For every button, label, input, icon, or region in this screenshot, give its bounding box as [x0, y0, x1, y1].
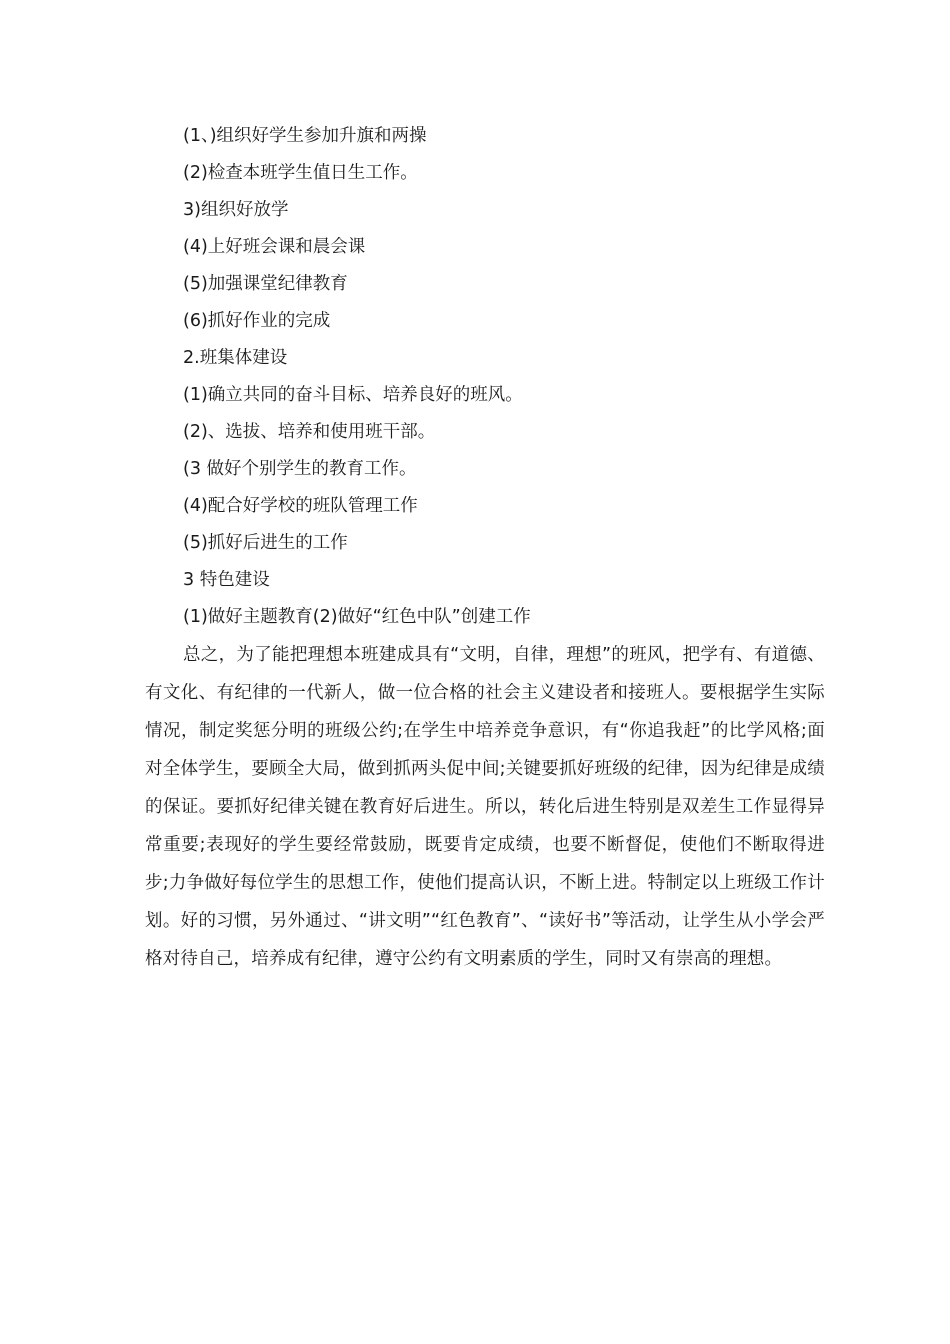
list-item: (4)配合好学校的班队管理工作	[183, 496, 418, 516]
list-item: (5)加强课堂纪律教育	[183, 274, 348, 294]
list-item: (2)、选拔、培养和使用班干部。	[183, 422, 436, 442]
list-item: (1、)组织好学生参加升旗和两操	[183, 126, 427, 146]
summary-paragraph: 总之，为了能把理想本班建成具有“文明，自律，理想”的班风，把学有、有道德、有文化、有纪律的一代新人，做一位合格的社会主义建设者和接班人。要根据学生实际情况，制定奖惩分明的班级公约;在学生中培养竞争意识，有“你追我赶”的比学风格;面对全体学生，要顾全大局，做到抓两头促中间;关键要抓好班级的纪律，因为纪律是成绩的保证。要抓好纪律关键在教育好后进生。所以，转化后进生特别是双差生工作显得异常重要;表现好的学生要经常鼓励，既要肯定成绩，也要不断督促，使他们不断取得进步;力争做好每位学生的思想工作，使他们提高认识，不断上进。特制定以上班级工作计划。好的习惯，另外通过、“讲文明”“红色教育”、“读好书”等活动，让学生从小学会严格对待自己，培养成有纪律，遵守公约有文明素质的学生，同时又有崇高的理想。	[145, 645, 825, 969]
list-item: (4)上好班会课和晨会课	[183, 237, 366, 257]
list-item: (1)确立共同的奋斗目标、培养良好的班风。	[183, 385, 523, 405]
document-body	[145, 118, 825, 978]
list-item: (3 做好个别学生的教育工作。	[183, 459, 417, 479]
section-heading: 2.班集体建设	[183, 348, 288, 368]
list-item: (5)抓好后进生的工作	[183, 533, 348, 553]
list-item: (6)抓好作业的完成	[183, 311, 331, 331]
list-item: (1)做好主题教育(2)做好“红色中队”创建工作	[183, 607, 531, 627]
section-heading: 3 特色建设	[183, 570, 270, 590]
list-item: (2)检查本班学生值日生工作。	[183, 163, 418, 183]
list-item: 3)组织好放学	[183, 200, 289, 220]
